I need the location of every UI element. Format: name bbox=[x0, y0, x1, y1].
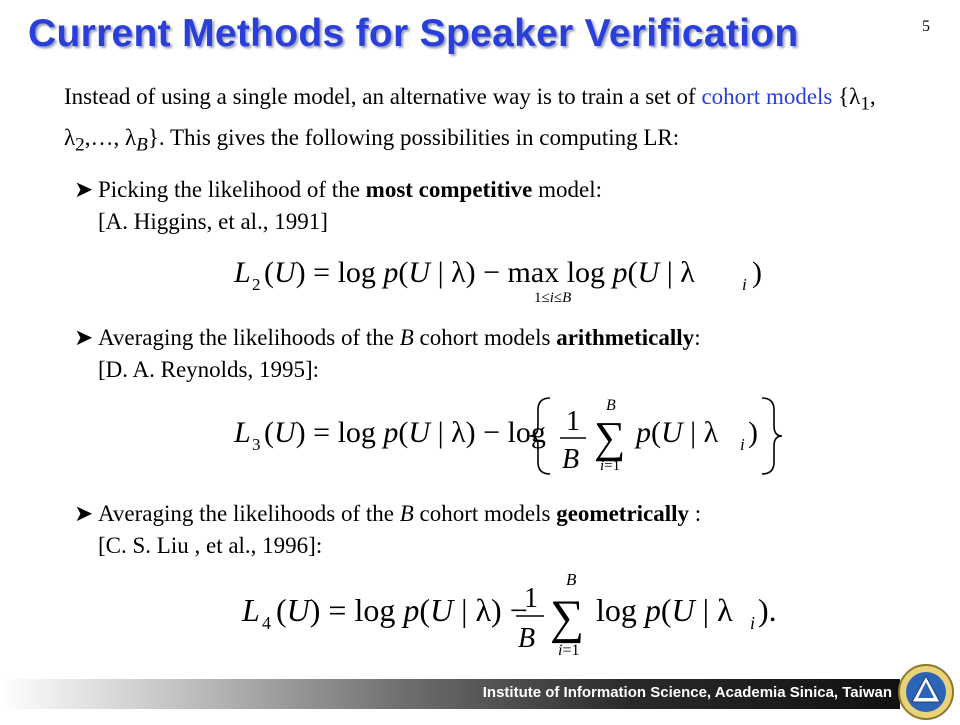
equation-l3 bbox=[232, 390, 792, 488]
svg-text:B: B bbox=[606, 397, 616, 414]
svg-text:4: 4 bbox=[262, 613, 271, 633]
svg-text:(U) = log p(U | λ) − max log p: (U) = log p(U | λ) − max log p(U | λ bbox=[264, 256, 695, 289]
equation-l4-graphic bbox=[240, 565, 800, 661]
page-number: 5 bbox=[922, 18, 930, 35]
svg-text:2: 2 bbox=[252, 275, 261, 294]
svg-text:B: B bbox=[562, 444, 580, 475]
svg-text:∑: ∑ bbox=[550, 591, 585, 644]
item-text-end: model: bbox=[532, 177, 602, 202]
svg-text:L: L bbox=[234, 256, 251, 289]
item-text-mid: cohort models bbox=[413, 501, 557, 526]
footer-institute: Institute of Information Science, Academia Sinica, Taiwan bbox=[482, 684, 892, 701]
svg-text:i=1: i=1 bbox=[600, 458, 621, 474]
subscript-1: 1 bbox=[860, 93, 870, 115]
institute-logo bbox=[894, 662, 956, 720]
intro-text-2: {λ bbox=[832, 84, 861, 109]
item-italic-text: B bbox=[399, 325, 414, 350]
svg-text:∑: ∑ bbox=[594, 413, 626, 462]
intro-text-4: ,…, λ bbox=[84, 124, 137, 150]
citation: [D. A. Reynolds, 1995]: bbox=[98, 357, 320, 382]
intro-text-5: }. This gives the following possibilities in computing LR: bbox=[147, 124, 680, 150]
item-text-mid: cohort models bbox=[413, 325, 557, 350]
svg-text:): ) bbox=[752, 256, 762, 289]
svg-text:i: i bbox=[750, 613, 756, 633]
svg-text:).: ). bbox=[758, 592, 777, 628]
item-text-end: : bbox=[694, 325, 701, 350]
svg-text:3: 3 bbox=[252, 435, 261, 454]
svg-text:): ) bbox=[748, 416, 758, 449]
svg-text:L: L bbox=[234, 416, 251, 449]
equation-l2 bbox=[232, 250, 792, 312]
svg-text:i=1: i=1 bbox=[558, 642, 580, 659]
svg-text:1≤i≤B: 1≤i≤B bbox=[534, 290, 572, 304]
item-text-end: : bbox=[689, 501, 702, 526]
svg-text:i: i bbox=[742, 275, 747, 294]
svg-text:(U) = log p(U | λ) −: (U) = log p(U | λ) − bbox=[276, 592, 528, 628]
bullet-item-most-competitive bbox=[74, 174, 602, 238]
svg-text:p(U | λ: p(U | λ bbox=[636, 416, 719, 449]
equation-l2-graphic bbox=[232, 250, 792, 304]
item-bold-text: geometrically bbox=[556, 501, 690, 526]
subscript-b: B bbox=[136, 134, 148, 156]
svg-text:1: 1 bbox=[566, 406, 580, 437]
svg-text:log p(U | λ: log p(U | λ bbox=[596, 592, 733, 628]
citation: [A. Higgins, et al., 1991] bbox=[98, 209, 328, 234]
svg-text:B: B bbox=[566, 570, 577, 589]
svg-text:L: L bbox=[242, 592, 260, 628]
intro-text-1: Instead of using a single model, an alternative way is to train a set of bbox=[64, 84, 702, 109]
arrow-bullet-icon: ➤ bbox=[74, 501, 94, 526]
intro-text-3: , λ bbox=[64, 84, 876, 150]
item-text: Averaging the likelihoods of the bbox=[98, 501, 400, 526]
bullet-item-geometric bbox=[74, 498, 701, 562]
arrow-bullet-icon: ➤ bbox=[74, 325, 94, 350]
svg-text:(U) = log p(U | λ) − log: (U) = log p(U | λ) − log bbox=[264, 416, 546, 449]
cohort-models-highlight: cohort models bbox=[701, 84, 833, 109]
intro-paragraph bbox=[64, 80, 934, 161]
equation-l3-graphic bbox=[232, 390, 792, 480]
item-text: Averaging the likelihoods of the bbox=[98, 325, 400, 350]
equation-l4 bbox=[240, 565, 800, 669]
svg-text:B: B bbox=[518, 623, 536, 654]
svg-text:i: i bbox=[740, 435, 745, 454]
item-bold-text: most competitive bbox=[365, 177, 533, 202]
slide-title: Current Methods for Speaker Verification bbox=[28, 12, 799, 55]
arrow-bullet-icon: ➤ bbox=[74, 177, 94, 202]
citation: [C. S. Liu , et al., 1996]: bbox=[98, 533, 323, 558]
subscript-2: 2 bbox=[75, 134, 85, 156]
item-italic-text: B bbox=[399, 501, 414, 526]
bullet-item-arithmetic bbox=[74, 322, 701, 386]
item-bold-text: arithmetically bbox=[556, 325, 695, 350]
item-text: Picking the likelihood of the bbox=[98, 177, 366, 202]
svg-text:1: 1 bbox=[524, 583, 538, 614]
